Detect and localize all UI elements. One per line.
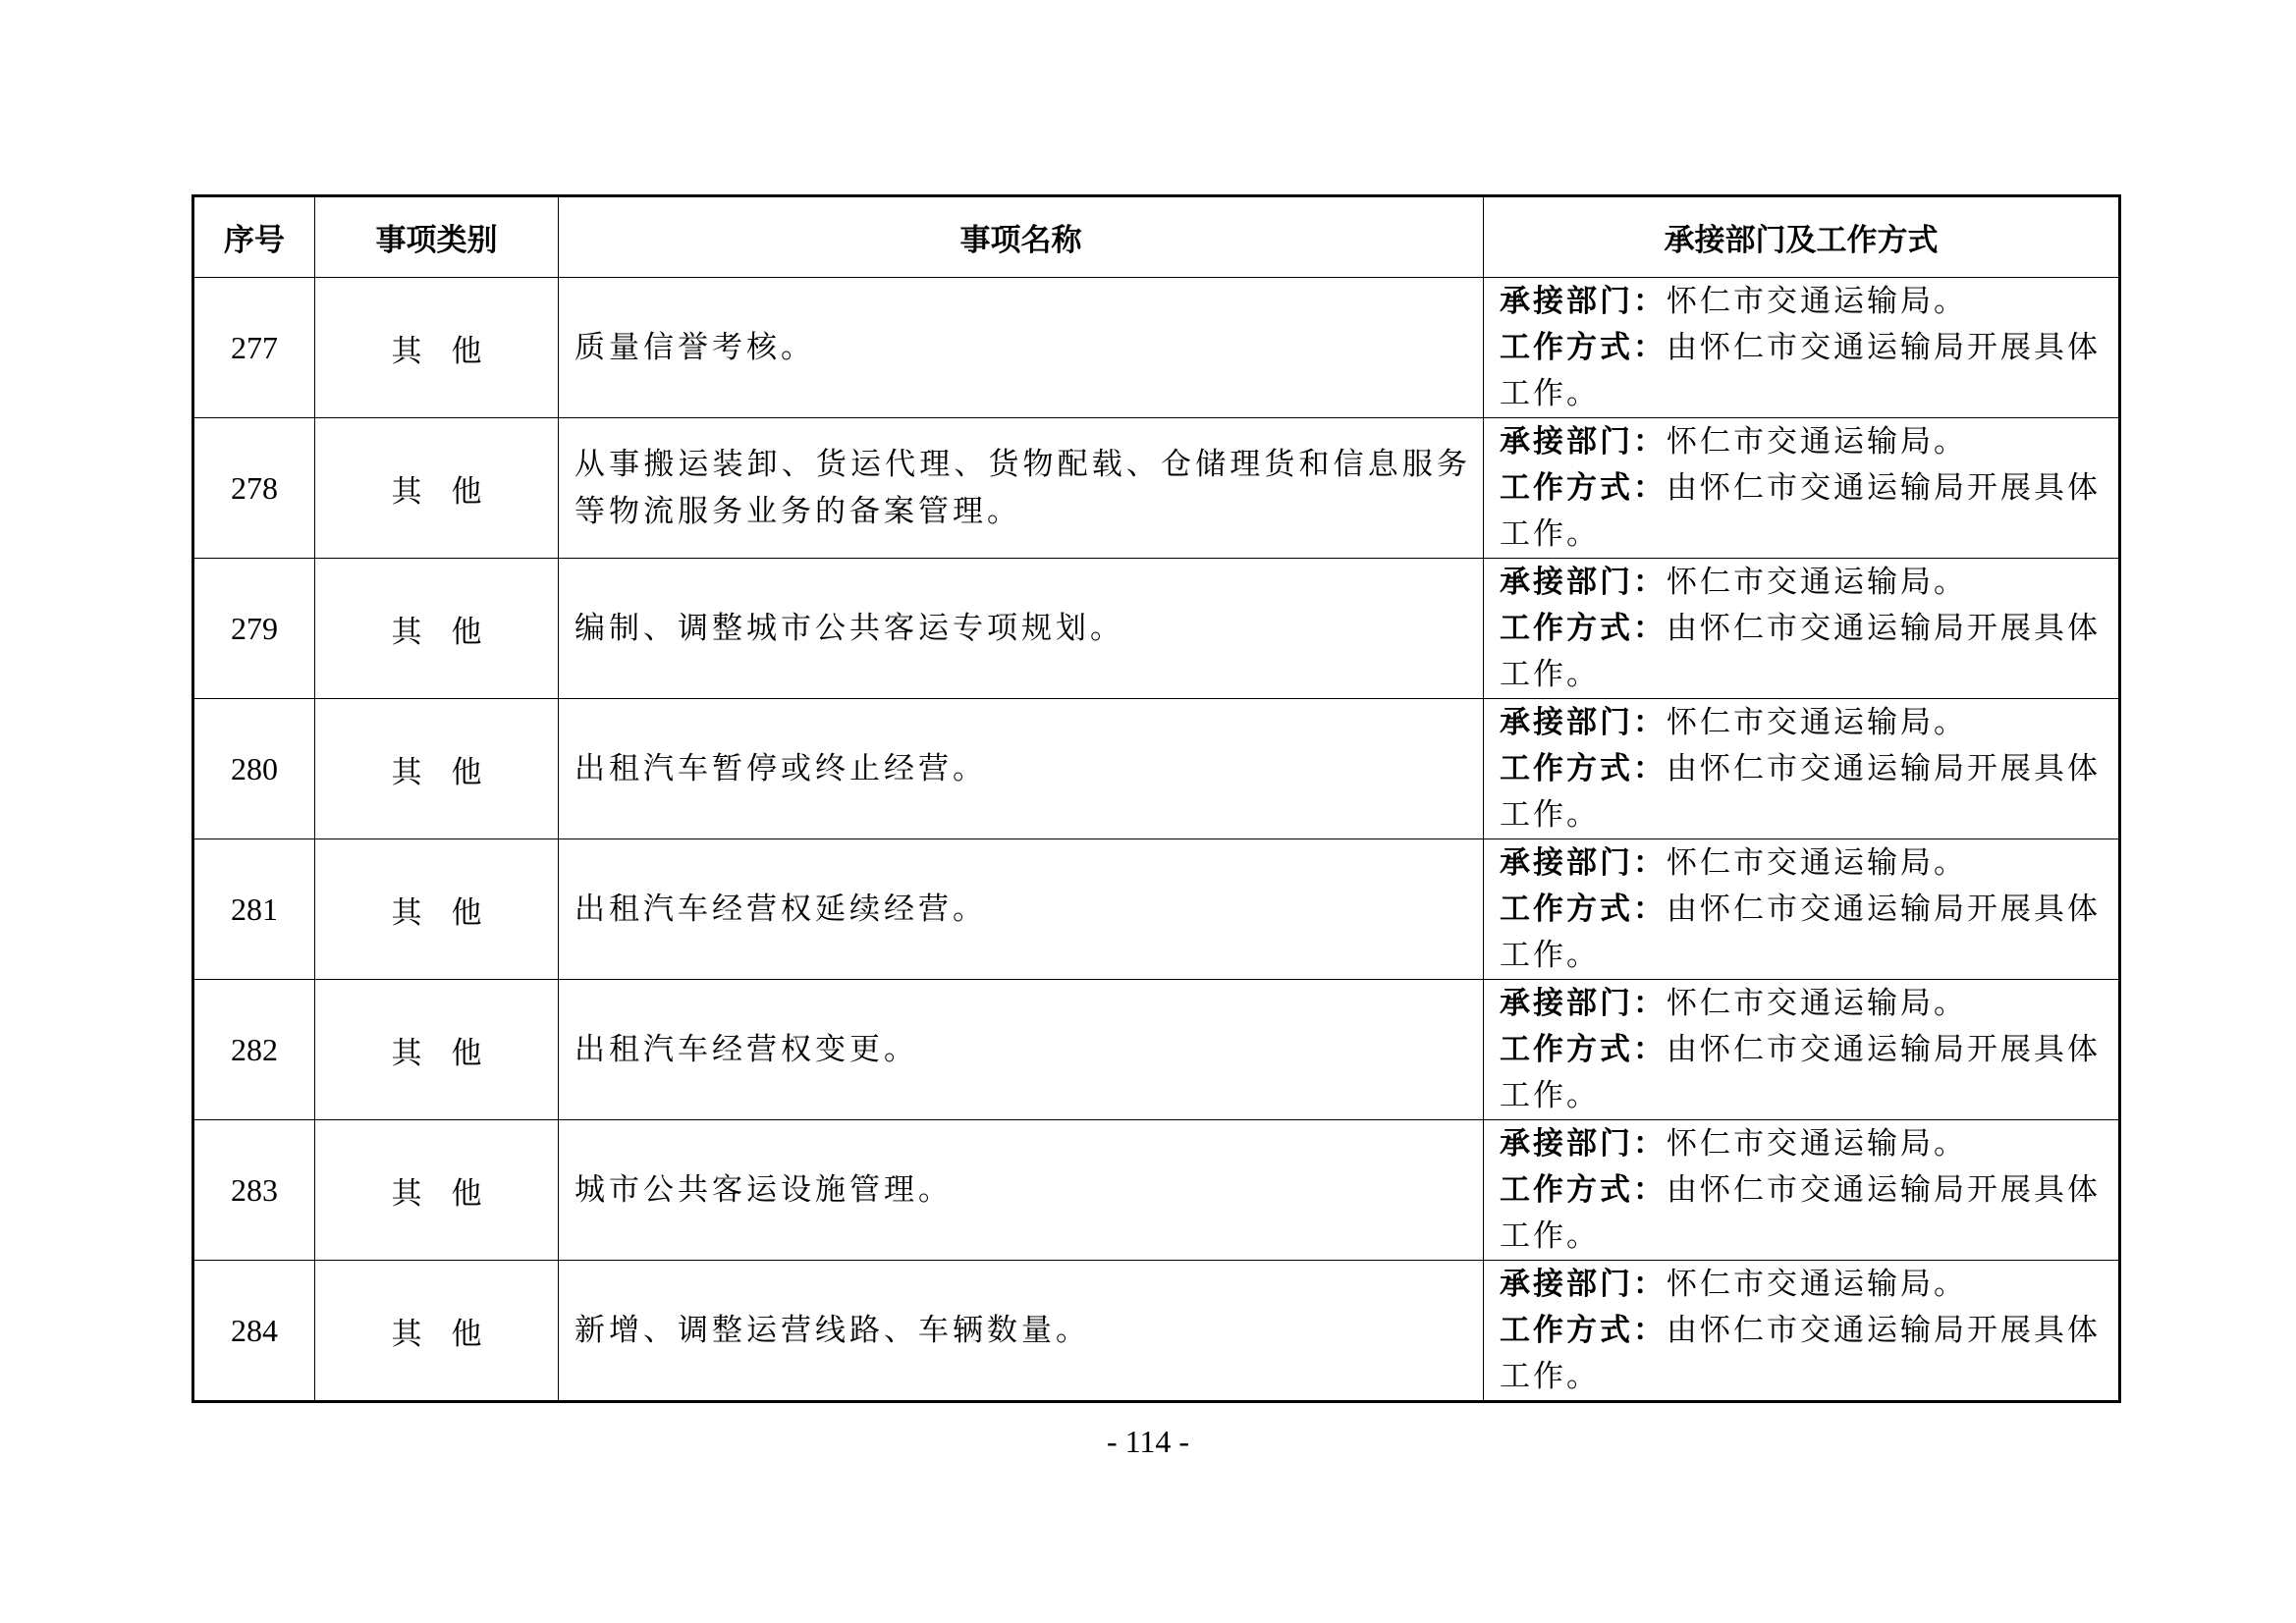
- dept-value: 怀仁市交通运输局。: [1667, 283, 1967, 319]
- row-category: 其他: [315, 839, 559, 980]
- method-label: 工作方式：: [1500, 1312, 1667, 1348]
- method-value: 由怀仁市交通运输局开展具体工作。: [1500, 1171, 2101, 1254]
- row-item-name: 编制、调整城市公共客运专项规划。: [559, 559, 1484, 699]
- row-number: 277: [193, 278, 315, 418]
- dept-value: 怀仁市交通运输局。: [1667, 704, 1967, 740]
- row-dept-method: [1484, 418, 2120, 559]
- dept-value: 怀仁市交通运输局。: [1667, 564, 1967, 600]
- dept-label: 承接部门：: [1500, 564, 1667, 600]
- method-value: 由怀仁市交通运输局开展具体工作。: [1500, 1031, 2101, 1113]
- method-value: 由怀仁市交通运输局开展具体工作。: [1500, 1312, 2101, 1394]
- method-line: [1500, 606, 2105, 698]
- method-value: 由怀仁市交通运输局开展具体工作。: [1500, 891, 2101, 973]
- table-header-row: [193, 196, 2120, 278]
- row-number: 279: [193, 559, 315, 699]
- row-item-name: 从事搬运装卸、货运代理、货物配载、仓储理货和信息服务等物流服务业务的备案管理。: [559, 418, 1484, 559]
- dept-line: [1500, 1121, 2105, 1167]
- dept-label: 承接部门：: [1500, 985, 1667, 1021]
- row-item-name: 城市公共客运设施管理。: [559, 1120, 1484, 1261]
- row-dept-method: [1484, 559, 2120, 699]
- header-category: 事项类别: [315, 196, 559, 278]
- dept-label: 承接部门：: [1500, 1266, 1667, 1302]
- table-row: [193, 699, 2120, 839]
- row-dept-method: [1484, 699, 2120, 839]
- method-label: 工作方式：: [1500, 469, 1667, 506]
- row-dept-method: [1484, 1261, 2120, 1402]
- table-row: [193, 839, 2120, 980]
- dept-line: [1500, 419, 2105, 465]
- method-line: [1500, 746, 2105, 839]
- method-line: [1500, 1027, 2105, 1119]
- table-row: [193, 418, 2120, 559]
- row-dept-method: [1484, 839, 2120, 980]
- row-number: 283: [193, 1120, 315, 1261]
- row-number: 278: [193, 418, 315, 559]
- dept-line: [1500, 981, 2105, 1027]
- method-value: 由怀仁市交通运输局开展具体工作。: [1500, 329, 2101, 411]
- items-table: [191, 194, 2121, 1403]
- dept-value: 怀仁市交通运输局。: [1667, 844, 1967, 881]
- dept-value: 怀仁市交通运输局。: [1667, 1266, 1967, 1302]
- dept-label: 承接部门：: [1500, 844, 1667, 881]
- row-category: 其他: [315, 278, 559, 418]
- row-number: 281: [193, 839, 315, 980]
- table-row: [193, 278, 2120, 418]
- header-no: 序号: [193, 196, 315, 278]
- row-category: 其他: [315, 1261, 559, 1402]
- dept-line: [1500, 700, 2105, 746]
- method-line: [1500, 1167, 2105, 1260]
- dept-line: [1500, 279, 2105, 325]
- table-row: [193, 980, 2120, 1120]
- row-item-name: 质量信誉考核。: [559, 278, 1484, 418]
- table-row: [193, 1261, 2120, 1402]
- row-item-name: 出租汽车暂停或终止经营。: [559, 699, 1484, 839]
- dept-label: 承接部门：: [1500, 283, 1667, 319]
- dept-label: 承接部门：: [1500, 423, 1667, 460]
- row-category: 其他: [315, 1120, 559, 1261]
- dept-line: [1500, 840, 2105, 887]
- method-label: 工作方式：: [1500, 750, 1667, 786]
- dept-label: 承接部门：: [1500, 1125, 1667, 1162]
- row-dept-method: [1484, 980, 2120, 1120]
- method-label: 工作方式：: [1500, 329, 1667, 365]
- dept-line: [1500, 560, 2105, 606]
- row-category: 其他: [315, 699, 559, 839]
- dept-value: 怀仁市交通运输局。: [1667, 423, 1967, 460]
- row-number: 280: [193, 699, 315, 839]
- row-dept-method: [1484, 278, 2120, 418]
- method-label: 工作方式：: [1500, 610, 1667, 646]
- method-label: 工作方式：: [1500, 1171, 1667, 1208]
- method-value: 由怀仁市交通运输局开展具体工作。: [1500, 750, 2101, 833]
- page-number: - 114 -: [1106, 1424, 1190, 1459]
- row-number: 282: [193, 980, 315, 1120]
- dept-label: 承接部门：: [1500, 704, 1667, 740]
- row-category: 其他: [315, 559, 559, 699]
- row-item-name: 新增、调整运营线路、车辆数量。: [559, 1261, 1484, 1402]
- method-value: 由怀仁市交通运输局开展具体工作。: [1500, 469, 2101, 552]
- row-category: 其他: [315, 418, 559, 559]
- table-row: [193, 559, 2120, 699]
- method-value: 由怀仁市交通运输局开展具体工作。: [1500, 610, 2101, 692]
- header-dept: 承接部门及工作方式: [1484, 196, 2120, 278]
- header-name: 事项名称: [559, 196, 1484, 278]
- row-number: 284: [193, 1261, 315, 1402]
- method-line: [1500, 465, 2105, 558]
- row-dept-method: [1484, 1120, 2120, 1261]
- row-category: 其他: [315, 980, 559, 1120]
- table-row: [193, 1120, 2120, 1261]
- method-label: 工作方式：: [1500, 891, 1667, 927]
- row-item-name: 出租汽车经营权变更。: [559, 980, 1484, 1120]
- method-label: 工作方式：: [1500, 1031, 1667, 1067]
- method-line: [1500, 325, 2105, 417]
- method-line: [1500, 1308, 2105, 1400]
- dept-value: 怀仁市交通运输局。: [1667, 985, 1967, 1021]
- table-body: [193, 278, 2120, 1402]
- dept-value: 怀仁市交通运输局。: [1667, 1125, 1967, 1162]
- method-line: [1500, 887, 2105, 979]
- dept-line: [1500, 1262, 2105, 1308]
- row-item-name: 出租汽车经营权延续经营。: [559, 839, 1484, 980]
